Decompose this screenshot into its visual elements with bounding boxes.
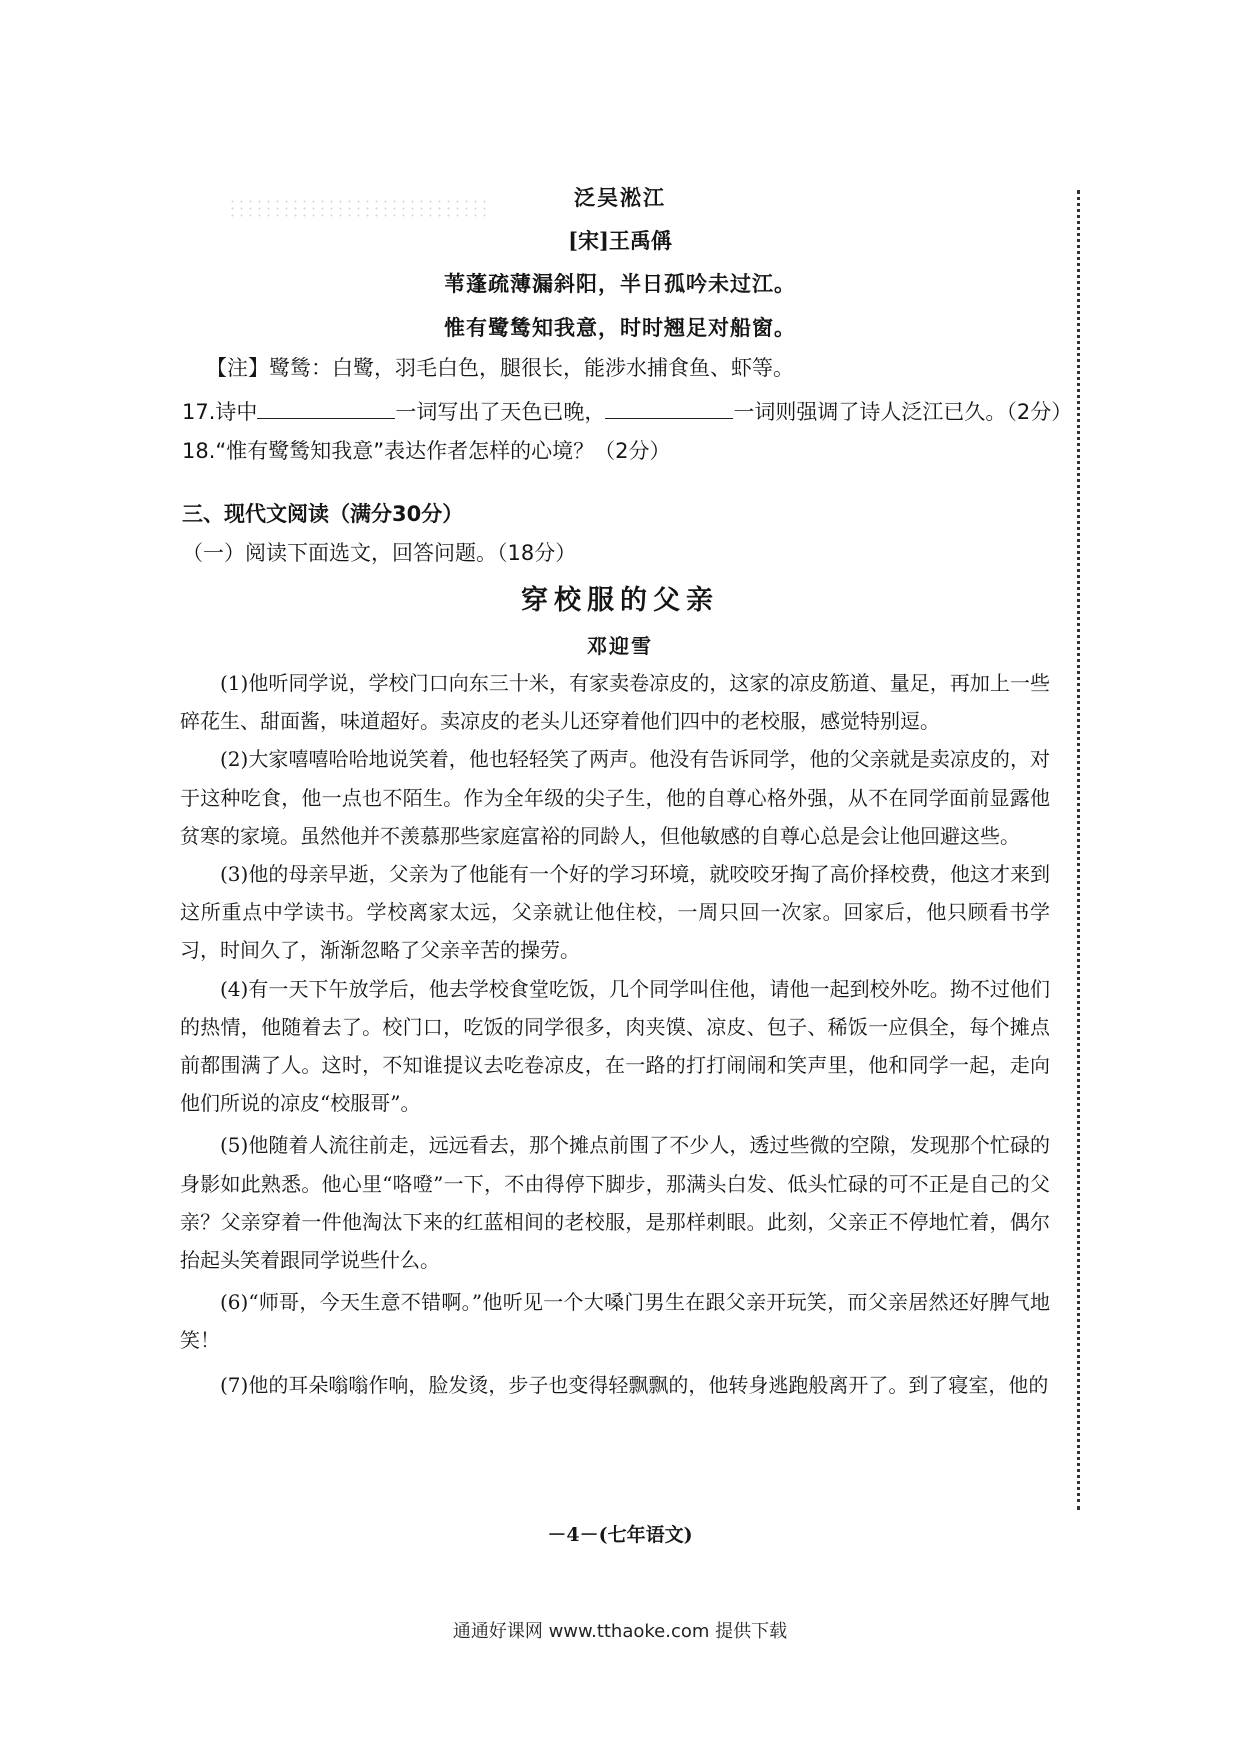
article-paragraph-5: (5)他随着人流往前走，远远看去，那个摊点前围了不少人，透过些微的空隙，发现那个忙碌的身影如此熟悉。他心里“咯噔”一下，不由得停下脚步，那满头白发、低头忙碌的可不正是自己的父亲？父亲穿着一件他淘汰下来的红蓝相间的老校服，是那样刺眼。此刻，父亲正不停地忙着，偶尔抬起头笑着跟同学说些什么。 <box>180 1133 1050 1273</box>
question-17-part-c: 一词则强调了诗人泛江已久。（2分） <box>733 400 1073 424</box>
question-17-part-b: 一词写出了天色已晚， <box>395 400 606 424</box>
poem-title: 泛吴淞江 <box>574 185 666 210</box>
poem-author: [宋]王禹偁 <box>568 228 672 253</box>
poem-note: 【注】鹭鸶：白鹭，羽毛白色，腿很长，能涉水捕食鱼、虾等。 <box>206 356 794 380</box>
poem-line-1: 苇蓬疏薄漏斜阳，半日孤吟未过江。 <box>444 271 796 296</box>
article-paragraph-3: (3)他的母亲早逝，父亲为了他能有一个好的学习环境，就咬咬牙掏了高价择校费，他这才来到这所重点中学读书。学校离家太远，父亲就让他住校，一周只回一次家。回家后，他只顾看书学习，时间久了，渐渐忽略了父亲辛苦的操劳。 <box>180 862 1050 963</box>
question-17-part-a: 17.诗中 <box>182 400 258 424</box>
subsection-heading: （一）阅读下面选文，回答问题。（18分） <box>182 541 577 565</box>
download-notice: 通通好课网 www.tthaoke.com 提供下载 <box>452 1621 788 1642</box>
page-number: －4－(七年语文) <box>547 1524 693 1546</box>
article-paragraph-7: (7)他的耳朵嗡嗡作响，脸发烫，步子也变得轻飘飘的，他转身逃跑般离开了。到了寝室，他的 <box>220 1372 1049 1397</box>
poem-line-2: 惟有鹭鸶知我意，时时翘足对船窗。 <box>444 315 796 340</box>
article-paragraph-6: (6)“师哥，今天生意不错啊。”他听见一个大嗓门男生在跟父亲开玩笑，而父亲居然还好脾气地笑！ <box>180 1290 1050 1353</box>
article-paragraph-4: (4)有一天下午放学后，他去学校食堂吃饭，几个同学叫住他，请他一起到校外吃。拗不过他们的热情，他随着去了。校门口，吃饭的同学很多，肉夹馍、凉皮、包子、稀饭一应俱全，每个摊点前都围满了人。这时，不知谁提议去吃卷凉皮，在一路的打打闹闹和笑声里，他和同学一起，走向他们所说的凉皮“校服哥”。 <box>180 976 1050 1116</box>
article-author: 邓迎雪 <box>587 634 653 658</box>
binding-dotted-line <box>1077 190 1080 1510</box>
question-18: 18.“惟有鹭鸶知我意”表达作者怎样的心境？（2分） <box>182 439 671 463</box>
section-heading: 三、现代文阅读（满分30分） <box>182 502 464 526</box>
article-paragraph-1: (1)他听同学说，学校门口向东三十米，有家卖卷凉皮的，这家的凉皮筋道、量足，再加上一些碎花生、甜面酱，味道超好。卖凉皮的老头儿还穿着他们四中的老校服，感觉特别逗。 <box>180 671 1050 734</box>
answer-blank-1[interactable] <box>257 400 395 419</box>
article-body <box>180 664 1050 1404</box>
article-title: 穿校服的父亲 <box>521 585 719 616</box>
answer-blank-2[interactable] <box>605 400 733 419</box>
article-paragraph-2: (2)大家嘻嘻哈哈地说笑着，他也轻轻笑了两声。他没有告诉同学，他的父亲就是卖凉皮的，对于这种吃食，他一点也不陌生。作为全年级的尖子生，他的自尊心格外强，从不在同学面前显露他贫寒的家境。虽然他并不羡慕那些家庭富裕的同龄人，但他敏感的自尊心总是会让他回避这些。 <box>180 747 1050 848</box>
question-17 <box>182 396 1072 426</box>
